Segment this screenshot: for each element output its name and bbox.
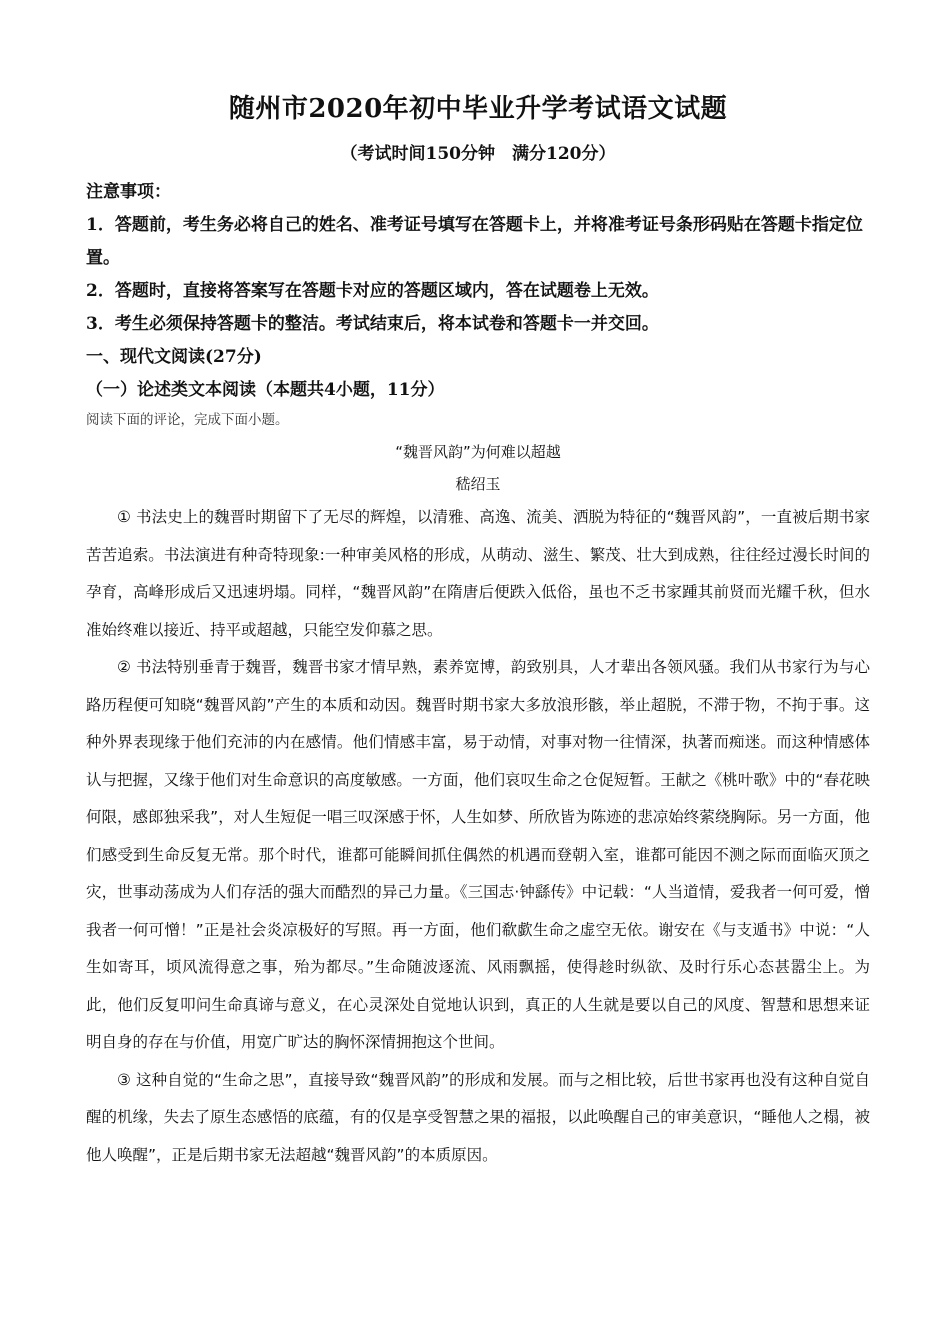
exam-title: 随州市2020年初中毕业升学考试语文试题	[228, 94, 728, 124]
article-paragraph-3: ③ 这种自觉的“生命之思”，直接导致“魏晋风韵”的形成和发展。而与之相比较，后世书家再也没有这种自觉自醒的机缘，失去了原生态感悟的底蕴，有的仅是享受智慧之果的福报，以此唤醒自己的审美意识，“睡他人之榻，被他人唤醒”，正是后期书家无法超越“魏晋风韵”的本质原因。	[86, 1070, 870, 1164]
notice-heading: 注意事项：	[86, 182, 171, 202]
notice-item-3: 3．考生必须保持答题卡的整洁。考试结束后，将本试卷和答题卡一并交回。	[86, 314, 659, 334]
exam-subtitle: （考试时间150分钟 满分120分）	[340, 144, 616, 164]
subsection-heading: （一）论述类文本阅读（本题共4小题，11分）	[86, 380, 445, 400]
notice-item-1: 1．答题前，考生务必将自己的姓名、准考证号填写在答题卡上，并将准考证号条形码贴在答题卡指定位置。	[86, 215, 863, 268]
article-paragraph-2: ② 书法特别垂青于魏晋，魏晋书家才情早熟，素养宽博，韵致别具，人才辈出各领风骚。我们从书家行为与心路历程便可知晓“魏晋风韵”产生的本质和动因。魏晋时期书家大多放浪形骸，举止超脱，不滞于物，不拘于事。这种外界表现缘于他们充沛的内在感情。他们情感丰富，易于动情，对事对物一往情深，执著而痴迷。而这种情感体认与把握，又缘于他们对生命意识的高度敏感。一方面，他们哀叹生命之仓促短暂。王献之《桃叶歌》中的“春花映何限，感郎独采我”，对人生短促一唱三叹深感于怀，人生如梦、所欣皆为陈迹的悲凉始终萦绕胸际。另一方面，他们感受到生命反复无常。那个时代，谁都可能瞬间抓住偶然的机遇而登朝入室，谁都可能因不测之际而面临灭顶之灾，世事动荡成为人们存活的强大而酷烈的异己力量。《三国志·钟繇传》中记载：“人当道情，爱我者一何可爱，憎我者一何可憎！”正是社会炎凉极好的写照。再一方面，他们欷歔生命之虚空无依。谢安在《与支遁书》中说：“人生如寄耳，顷风流得意之事，殆为都尽。”生命随波逐流、风雨飘摇，使得趁时纵欲、及时行乐心态甚嚣尘上。为此，他们反复叩问生命真谛与意义，在心灵深处自觉地认识到，真正的人生就是要以自己的风度、智慧和思想来证明自身的存在与价值，用宽广旷达的胸怀深情拥抱这个世间。	[86, 658, 870, 1051]
article-paragraph-1: ① 书法史上的魏晋时期留下了无尽的辉煌，以清雅、高逸、流美、洒脱为特征的“魏晋风韵”，一直被后期书家苦苦追索。书法演进有种奇特现象:一种审美风格的形成，从萌动、滋生、繁茂、壮大到成熟，往往经过漫长时间的孕育，高峰形成后又迅速坍塌。同样，“魏晋风韵”在隋唐后便跌入低俗，虽也不乏书家踵其前贤而光耀千秋，但水准始终难以接近、持平或超越，只能空发仰慕之思。	[86, 508, 870, 639]
notice-item-2: 2．答题时，直接将答案写在答题卡对应的答题区域内，答在试题卷上无效。	[86, 281, 659, 301]
reading-instruction: 阅读下面的评论，完成下面小题。	[86, 412, 289, 428]
article-author: 嵇绍玉	[455, 475, 501, 493]
article-title: “魏晋风韵”为何难以超越	[395, 443, 561, 461]
section-heading: 一、现代文阅读(27分)	[86, 347, 262, 367]
